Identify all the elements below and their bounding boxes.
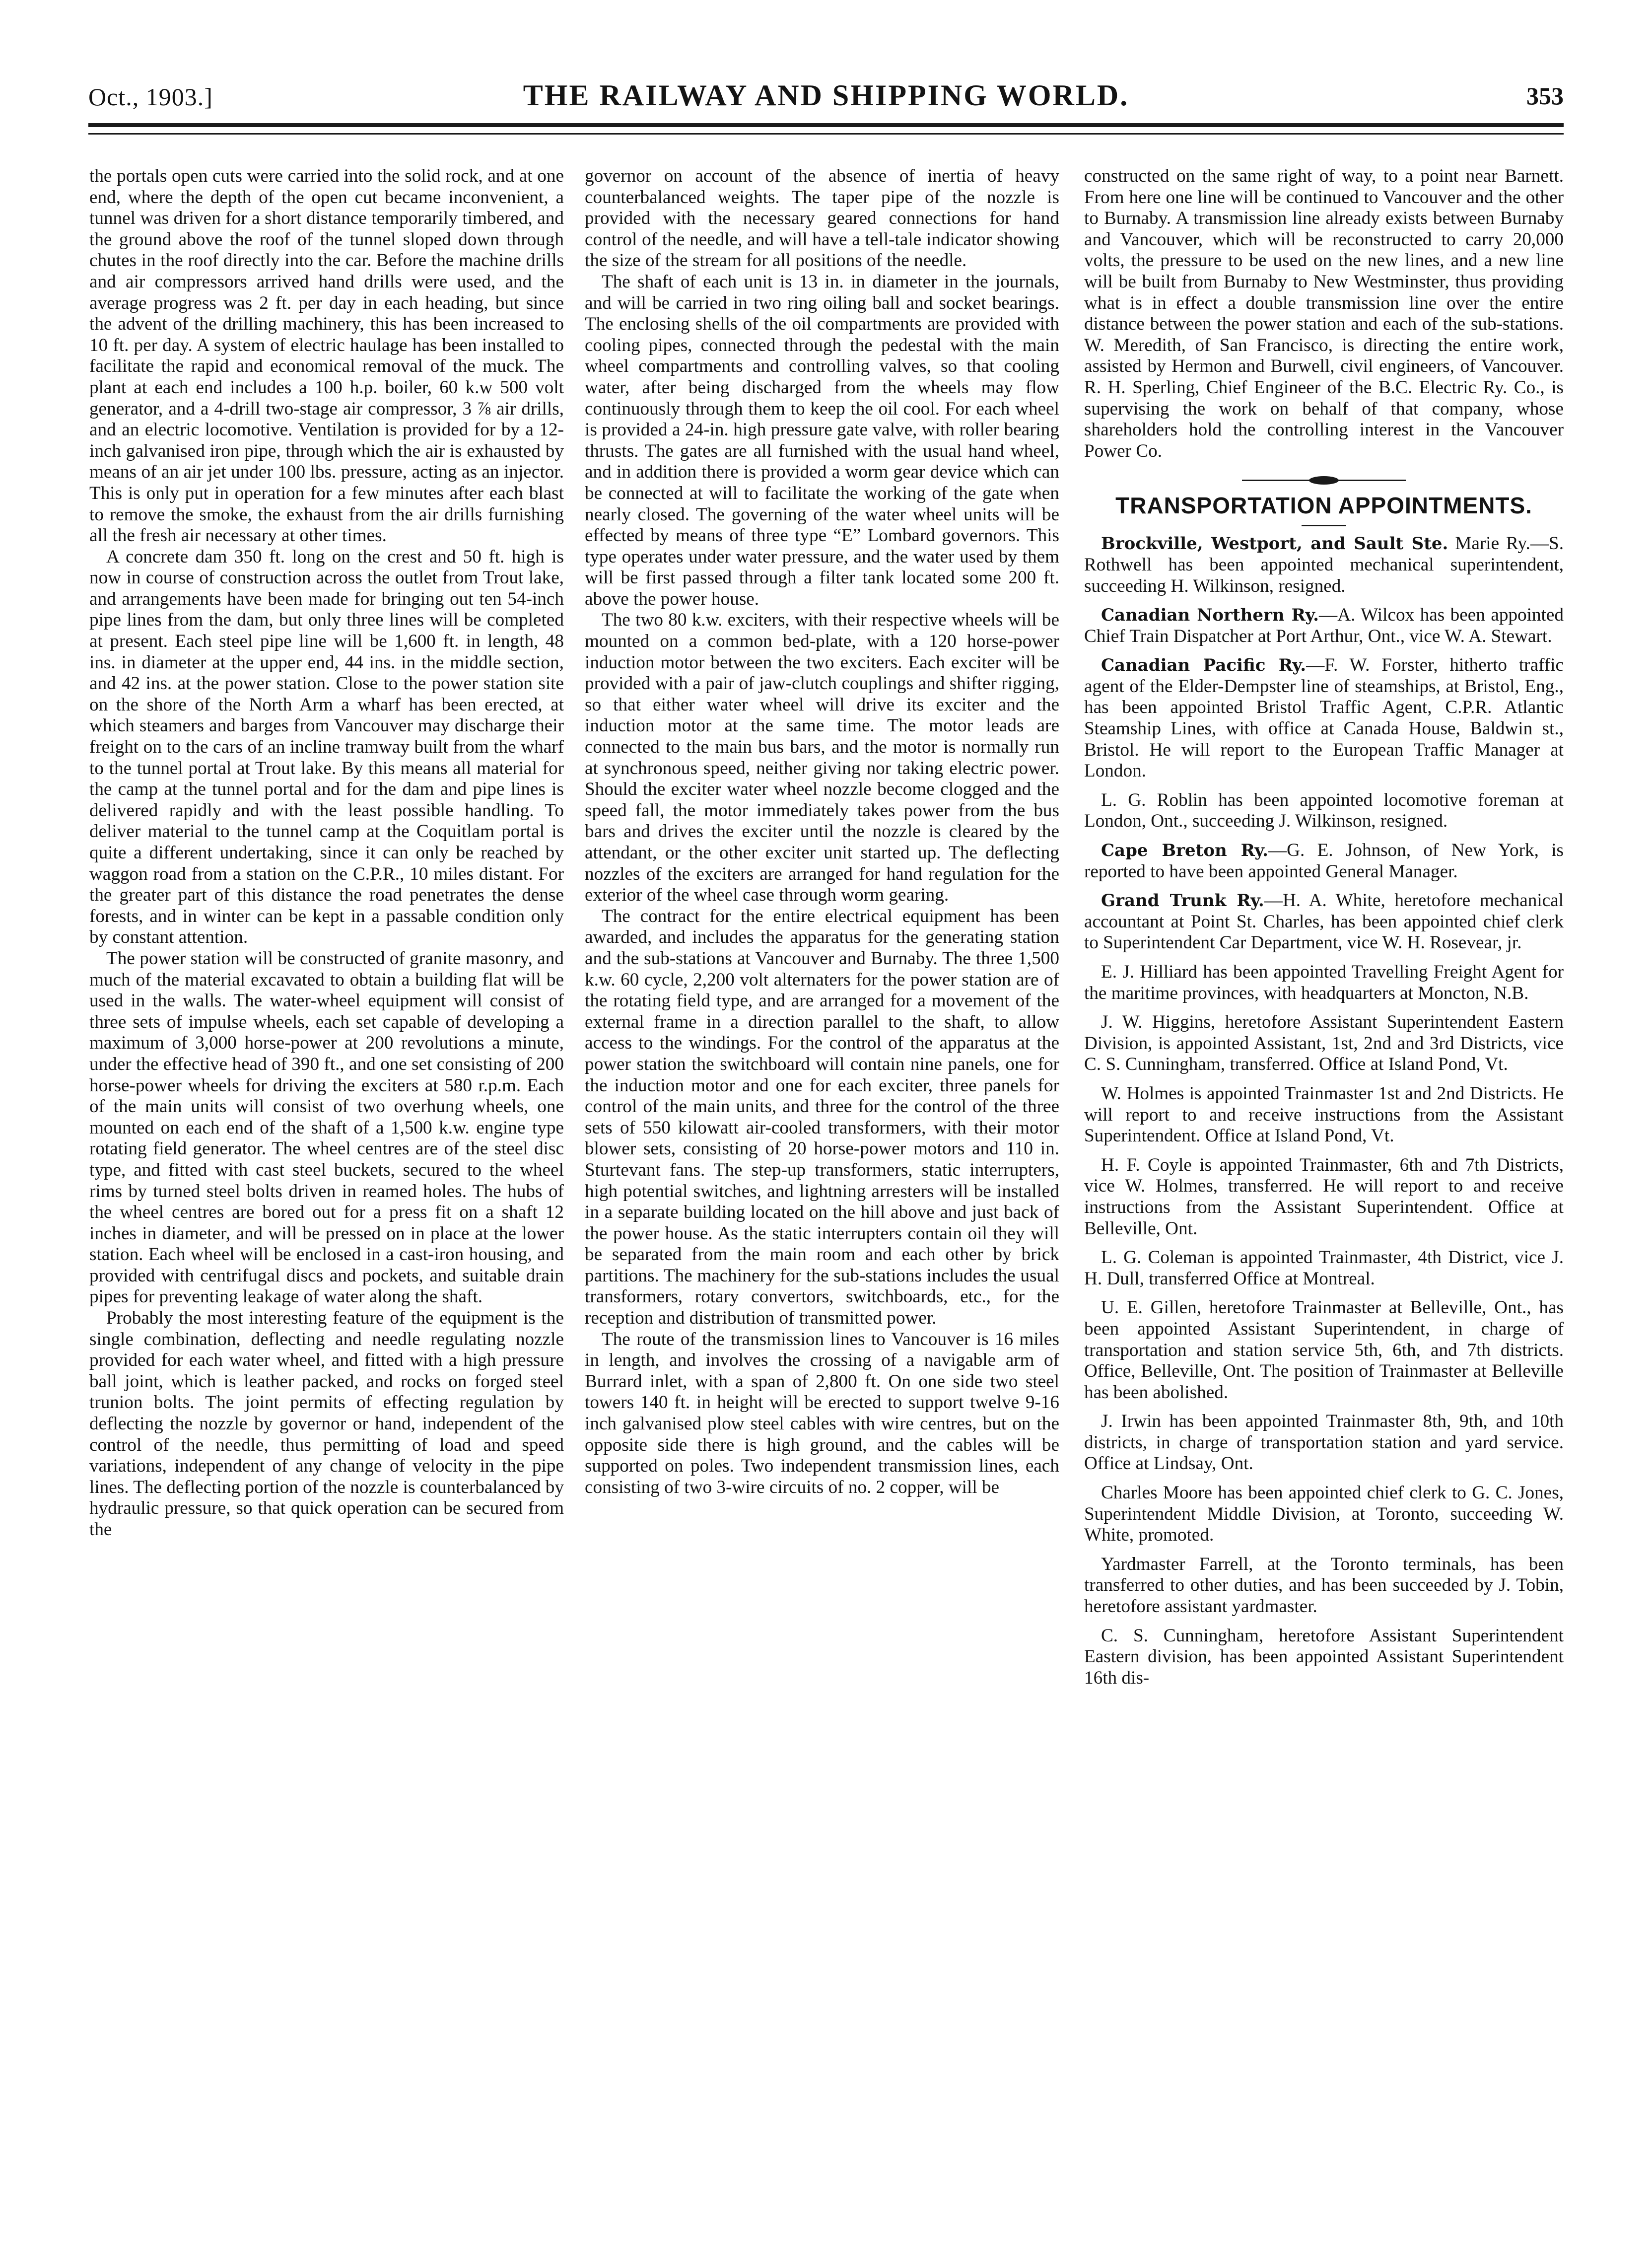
railway-name: Brockville, Westport, and Sault Ste. xyxy=(1101,534,1448,554)
appointment-entry xyxy=(1084,1297,1564,1403)
appointment-text: —A. Wilcox has been appointed Chief Train Dispatcher at Port Arthur, Ont., vice W. A. Stewart. xyxy=(1084,605,1564,646)
column-2 xyxy=(585,166,1059,2241)
appointment-text: J. W. Higgins, heretofore Assistant Superintendent Eastern Division, is appointed Assistant, 1st, 2nd and 3rd Districts, vice C. S. Cunningham, transferred. Office at Island Pond, Vt. xyxy=(1084,1012,1564,1075)
appointments-list xyxy=(1084,533,1564,1689)
page-number: 353 xyxy=(1526,82,1564,110)
article-paragraph: The contract for the entire electrical equipment has been awarded, and includes the apparatus for the generating station and the sub-stations at Vancouver and Burnaby. The three 1,500 k.w. 60 cycle, 2,200 volt alternaters for the power station are of the rotating field type, and are arranged for a movement of the external frame in a direction parallel to the shaft, to allow access to the windings. For the control of the apparatus at the power station the switchboard will contain nine panels, one for the induction motor and one for each exciter, three panels for control of the main units, and three for the control of the three sets of 550 kilowatt air-cooled transformers, with their motor blower sets, consisting of 20 horse-power motors and 110 in. Sturtevant fans. The step-up transformers, static interrupters, high potential switches, and lightning arresters will be installed in a separate building located on the hill above and just back of the power house. As the static interrupters contain oil they will be separated from the main room and each other by brick partitions. The machinery for the sub-stations includes the usual transformers, rotary convertors, switchboards, etc., for the reception and distribution of transmitted power. xyxy=(585,906,1059,1329)
appointment-text: U. E. Gillen, heretofore Trainmaster at Belleville, Ont., has been appointed Assistant Superintendent, in charge of transportation and station service 5th, 6th, and 7th districts. Office, Belleville, Ont. The position of Trainmaster at Belleville has been abolished. xyxy=(1084,1297,1564,1403)
appointment-text: Yardmaster Farrell, at the Toronto terminals, has been transferred to other duties, and has been succeeded by J. Tobin, heretofore assistant yardmaster. xyxy=(1084,1554,1564,1617)
appointment-text: W. Holmes is appointed Trainmaster 1st and 2nd Districts. He will report to and receive instructions from the Assistant Superintendent. Office at Island Pond, Vt. xyxy=(1084,1083,1564,1146)
appointment-text: H. F. Coyle is appointed Trainmaster, 6th and 7th Districts, vice W. Holmes, transferred. He will report to and receive instructions from the Assistant Superintendent. Office at Belleville, Ont. xyxy=(1084,1154,1564,1239)
appointment-entry xyxy=(1084,605,1564,647)
railway-name: Grand Trunk Ry. xyxy=(1101,891,1264,911)
article-paragraph: Probably the most interesting feature of the equipment is the single combination, deflecting and needle regulating nozzle provided for each water wheel, and fitted with a high pressure ball joint, which is leather packed, and rocks on forged steel trunion bolts. The joint permits of effecting regulation by deflecting the nozzle by governor or hand, independent of the control of the needle, thus permitting of load and speed variations, independent of any change of velocity in the pipe lines. The deflecting portion of the nozzle is counterbalanced by hydraulic pressure, so that quick operation can be secured from the xyxy=(89,1308,564,1540)
appointment-entry xyxy=(1084,533,1564,597)
railway-name: Canadian Northern Ry. xyxy=(1101,605,1319,626)
section-heading: TRANSPORTATION APPOINTMENTS. xyxy=(1115,493,1532,519)
header-rule-thick xyxy=(88,123,1564,127)
appointment-text: —H. A. White, heretofore mechanical accountant at Point St. Charles, has been appointed chief clerk to Superintendent Car Department, vice W. H. Rosevear, jr. xyxy=(1084,890,1564,953)
masthead xyxy=(88,73,1564,119)
appointment-entry xyxy=(1084,1083,1564,1147)
appointment-entry xyxy=(1084,1554,1564,1618)
appointment-text: —F. W. Forster, hitherto traffic agent of the Elder-Dempster line of steamships, at Bristol, Eng., has been appointed Bristol Traffic Agent, C.P.R. Atlantic Steamship Lines, with office at Canada House, Baldwin st., Bristol. He will report to the European Traffic Manager at London. xyxy=(1084,655,1564,781)
publication-title: THE RAILWAY AND SHIPPING WORLD. xyxy=(523,79,1129,112)
column-3 xyxy=(1084,166,1564,2241)
appointment-text: L. G. Roblin has been appointed locomotive foreman at London, Ont., succeeding J. Wilkinson, resigned. xyxy=(1084,789,1564,832)
section-separator xyxy=(1242,480,1406,481)
appointment-entry xyxy=(1084,890,1564,954)
article-paragraph: the portals open cuts were carried into the solid rock, and at one end, where the depth of the open cut became inconvenient, a tunnel was driven for a short distance temporarily timbered, and the ground above the roof of the tunnel sloped down through chutes in the roof directly into the car. Before the machine drills and air compressors arrived hand drills were used, and the average progress was 2 ft. per day in each heading, but since the advent of the drilling machinery, this has been increased to 10 ft. per day. A system of electric haulage has been installed to facilitate the rapid and economical removal of the muck. The plant at each end includes a 100 h.p. boiler, 60 k.w 500 volt generator, and a 4-drill two-stage air compressor, 3 ⅞ air drills, and an electric locomotive. Ventilation is provided for by a 12-inch galvanised iron pipe, through which the air is exhausted by means of an air jet under 100 lbs. pressure, acting as an injector. This is only put in operation for a few minutes after each blast to remove the smoke, the exhaust from the air drills furnishing all the fresh air necessary at other times. xyxy=(89,166,564,546)
appointment-text: C. S. Cunningham, heretofore Assistant Superintendent Eastern division, has been appointed Assistant Superintendent 16th dis- xyxy=(1084,1625,1564,1688)
issue-date: Oct., 1903.] xyxy=(88,83,213,111)
article-paragraph: The power station will be constructed of granite masonry, and much of the material excavated to obtain a building flat will be used in the walls. The water-wheel equipment will consist of three sets of impulse wheels, each set capable of developing a maximum of 3,000 horse-power at 200 revolutions a minute, under the effective head of 390 ft., and one set consisting of 200 horse-power wheels for driving the exciters at 580 r.p.m. Each of the main units will consist of two overhung wheels, one mounted on each end of the shaft of a 1,500 k.w. engine type rotating field generator. The wheel centres are of the steel disc type, and fitted with cast steel buckets, secured to the wheel rims by turned steel bolts driven in reamed holes. The hubs of the wheel centres are bored out for a press fit on a shaft 12 inches in diameter, and will be pressed on in place at the lower station. Each wheel will be enclosed in a cast-iron housing, and provided with centrifugal discs and pockets, and suitable drain pipes for preventing leakage of water along the shaft. xyxy=(89,948,564,1307)
article-paragraph: The route of the transmission lines to Vancouver is 16 miles in length, and involves the crossing of a navigable arm of Burrard inlet, with a span of 2,800 ft. On one side two steel towers 140 ft. in height will be erected to support twelve 9-16 inch galvanised plow steel cables with wire centres, but on the opposite side there is high ground, and the cables will be supported on poles. Two independent transmission lines, each consisting of two 3-wire circuits of no. 2 copper, will be xyxy=(585,1329,1059,1497)
appointment-text: E. J. Hilliard has been appointed Travelling Freight Agent for the maritime provinces, with headquarters at Moncton, N.B. xyxy=(1084,962,1564,1003)
article-paragraph: constructed on the same right of way, to a point near Barnett. From here one line will be continued to Vancouver and the other to Burnaby. A transmission line already exists between Burnaby and Vancouver, which will be reconstructed to carry 20,000 volts, the pressure to be used on the new lines, and a new line will be built from Burnaby to New Westminster, thus providing what is in effect a double transmission line over the entire distance between the power station and each of the sub-stations. W. Meredith, of San Francisco, is directing the entire work, assisted by Hermon and Burwell, civil engineers, of Vancouver. R. H. Sperling, Chief Engineer of the B.C. Electric Ry. Co., is supervising the work on behalf of that company, whose shareholders hold the controlling interest in the Vancouver Power Co. xyxy=(1084,166,1564,461)
appointment-entry xyxy=(1084,790,1564,832)
appointment-text: L. G. Coleman is appointed Trainmaster, 4th District, vice J. H. Dull, transferred Office at Montreal. xyxy=(1084,1247,1564,1289)
appointment-entry xyxy=(1084,1012,1564,1075)
appointment-entry xyxy=(1084,1626,1564,1689)
header-rule-thin xyxy=(88,133,1564,135)
appointment-entry xyxy=(1084,1247,1564,1289)
article-paragraph: The shaft of each unit is 13 in. in diameter in the journals, and will be carried in two ring oiling ball and socket bearings. The enclosing shells of the oil compartments are provided with cooling pipes, connected through the pedestal with the main wheel compartments and controlling valves, so that cooling water, after being discharged from the wheels may flow continuously through them to keep the oil cool. For each wheel is provided a 24-in. high pressure gate valve, with roller bearing thrusts. The gates are all furnished with the usual hand wheel, and in addition there is provided a worm gear device which can be connected at will to facilitate the working of the gate when nearly closed. The governing of the water wheel units will be effected by means of three type “E” Lombard governors. This type operates under water pressure, and the water used by them will be first passed through a filter tank located some 200 ft. above the power house. xyxy=(585,271,1059,609)
railway-name: Canadian Pacific Ry. xyxy=(1101,655,1307,676)
appointment-entry xyxy=(1084,962,1564,1004)
appointment-text: Marie Ry.—S. Rothwell has been appointed mechanical superintendent, succeeding H. Wilkinson, resigned. xyxy=(1084,533,1564,596)
railway-name: Cape Breton Ry. xyxy=(1101,841,1268,861)
appointment-entry xyxy=(1084,840,1564,882)
appointment-text: J. Irwin has been appointed Trainmaster 8th, 9th, and 10th districts, in charge of transportation station and yard service. Office at Lindsay, Ont. xyxy=(1084,1411,1564,1474)
article-paragraph: governor on account of the absence of inertia of heavy counterbalanced weights. The taper pipe of the nozzle is provided with the necessary geared connections for hand control of the needle, and will have a tell-tale indicator showing the size of the stream for all positions of the needle. xyxy=(585,166,1059,271)
appointment-entry xyxy=(1084,1411,1564,1475)
appointment-entry xyxy=(1084,655,1564,782)
column-1 xyxy=(89,166,564,2241)
article-paragraph: The two 80 k.w. exciters, with their respective wheels will be mounted on a common bed-plate, with a 120 horse-power induction motor between the two exciters. Each exciter will be provided with a pair of jaw-clutch couplings and shifter rigging, so that either water wheel will drive its exciter and the induction motor at the same time. The motor leads are connected to the main bus bars, and the motor is normally run at synchronous speed, neither giving nor taking electric power. Should the exciter water wheel nozzle become clogged and the speed fall, the motor immediately takes power from the bus bars and drives the exciter until the nozzle is cleared by the attendant, or the other exciter unit started up. The deflecting nozzles of the exciters are arranged for hand regulation for the exterior of the wheel case through worm gearing. xyxy=(585,610,1059,906)
heading-rule xyxy=(1302,525,1346,526)
appointment-text: Charles Moore has been appointed chief clerk to G. C. Jones, Superintendent Middle Division, at Toronto, succeeding W. White, promoted. xyxy=(1084,1483,1564,1546)
appointment-text: —G. E. Johnson, of New York, is reported to have been appointed General Manager. xyxy=(1084,840,1564,882)
article-paragraph: A concrete dam 350 ft. long on the crest and 50 ft. high is now in course of construction across the outlet from Trout lake, and arrangements have been made for bringing out ten 54-inch pipe lines from the dam, but only three lines will be completed at present. Each steel pipe line will be 1,600 ft. in length, 48 ins. in diameter at the upper end, 44 ins. in the middle section, and 42 ins. at the power station. Close to the power station site on the shore of the North Arm a wharf has been erected, at which steamers and barges from Vancouver may discharge their freight on to the cars of an incline tramway built from the wharf to the tunnel portal at Trout lake. By this means all material for the camp at the tunnel portal and for the dam and pipe lines is delivered rapidly and with the least possible handling. To deliver material to the tunnel camp at the Coquitlam portal is quite a different undertaking, since it can only be reached by waggon road from a station on the C.P.R., 10 miles distant. For the greater part of this distance the road penetrates the dense forests, and in winter can be kept in a passable condition only by constant attention. xyxy=(89,546,564,948)
appointment-entry xyxy=(1084,1155,1564,1239)
appointment-entry xyxy=(1084,1483,1564,1546)
